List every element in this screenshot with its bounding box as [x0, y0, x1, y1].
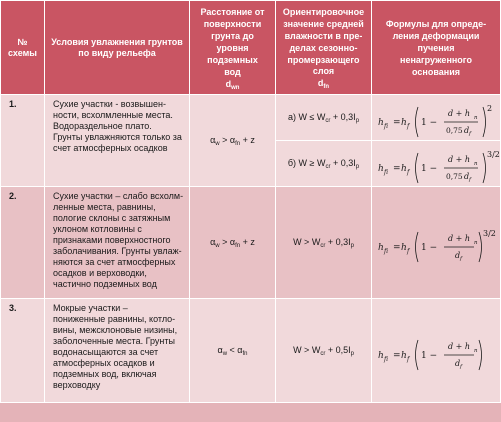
formula-lhs-sub: fi: [384, 247, 389, 255]
formula-graphic: [376, 97, 496, 139]
formula-numerator-sub: n: [474, 114, 478, 121]
formula-numerator-sub: n: [474, 347, 478, 354]
formula-rhs-sub: f: [407, 355, 410, 363]
formula-lhs: h: [378, 242, 384, 253]
moisture-value-a: а) $W \le W_{cr} + 0,3I_p$: [276, 95, 372, 141]
formula-lhs: h: [378, 163, 384, 174]
scheme-number: 1.: [1, 95, 45, 187]
formula-coefficient: 0,75: [446, 125, 463, 135]
formula: [372, 299, 501, 403]
formula-graphic: [376, 222, 496, 264]
formula-graphic: [376, 143, 500, 185]
header-formula: Формулы для опреде- ления деформации пучения ненагруженного основания: [372, 1, 501, 95]
conditions-text: Сухие участки - возвышен- ности, всхолмленные места. Водораздельное плато. Грунты увлажняются только за счет атмосферных осадков: [45, 95, 190, 187]
header-conditions: Условия увлажнения грунтов по виду рельефа: [45, 1, 190, 95]
formula-rhs: h: [401, 242, 407, 253]
formula-right-bracket: [483, 153, 486, 183]
table-row: [1, 299, 501, 403]
scheme-number: 2.: [1, 187, 45, 299]
scheme-number: 3.: [1, 299, 45, 403]
formula-b: [372, 141, 501, 187]
formula-lhs-sub: fi: [384, 168, 389, 176]
formula-exponent: 3/2: [483, 228, 496, 238]
formula-denominator-sub: f: [460, 255, 463, 262]
conditions-text: Сухие участки – слабо всхолм- ленные места, равнины, пологие склоны с затяжным уклоном котловины с признаками поверхностного заболачивания. Грунты увлаж- няются за счет атмосферных осадков и верховодки, частично подземных вод: [45, 187, 190, 299]
moisture-value: $W > W_{cr} + 0,3I_p$: [276, 187, 372, 299]
formula-right-bracket: [479, 340, 482, 370]
formula-one-minus: 1 −: [421, 242, 438, 253]
moisture-value-b: б) $W \ge W_{cr} + 0,3I_p$: [276, 141, 372, 187]
formula-left-bracket: [416, 153, 419, 183]
moisture-value: $W > W_{cr} + 0,5I_p$: [276, 299, 372, 403]
formula-graphic: [376, 330, 496, 372]
formula-eq: =: [393, 350, 401, 361]
formula-denominator: d: [464, 171, 470, 181]
formula-rhs: h: [401, 163, 407, 174]
formula-eq: =: [393, 163, 401, 174]
formula-numerator: d + h: [448, 341, 471, 351]
formula-eq: =: [393, 242, 401, 253]
header-row: [1, 1, 501, 95]
formula-denominator-sub: f: [460, 363, 463, 370]
formula-eq: =: [393, 117, 401, 128]
formula-numerator: d + h: [448, 154, 471, 164]
formula-one-minus: 1 −: [421, 350, 438, 361]
header-moisture: Ориентировочное значение средней влажности в пре- делах сезонно- промерзающего слоя $d_{fn}$: [276, 1, 372, 95]
formula-one-minus: 1 −: [421, 117, 438, 128]
header-scheme-number: № схемы: [1, 1, 45, 95]
table-row: [1, 95, 501, 141]
distance-condition: $\alpha_w < \alpha_{fn}$: [190, 299, 276, 403]
distance-condition: $\alpha_w > \alpha_{fn} + z$: [190, 95, 276, 187]
formula-coefficient: 0,75: [446, 171, 463, 181]
formula-denominator: d: [455, 358, 461, 368]
formula-denominator: d: [464, 125, 470, 135]
header-distance: Расстояние от поверхности грунта до уровня подземных вод $d_{wn}$: [190, 1, 276, 95]
formula-left-bracket: [416, 340, 419, 370]
formula-a: [372, 95, 501, 141]
conditions-text: Мокрые участки – пониженные равнины, котло- вины, межсклоновые низины, заболоченные места. Грунты водонасыщаются за счет атмосферных осадков и подземных вод, включая верховодку: [45, 299, 190, 403]
formula-lhs: h: [378, 117, 384, 128]
formula-rhs: h: [401, 117, 407, 128]
distance-condition: $\alpha_w > \alpha_{fn} + z$: [190, 187, 276, 299]
formula-left-bracket: [416, 107, 419, 137]
formula-one-minus: 1 −: [421, 163, 438, 174]
formula-denominator: d: [455, 250, 461, 260]
formula-numerator-sub: n: [474, 160, 478, 167]
formula-right-bracket: [483, 107, 486, 137]
formula-right-bracket: [479, 232, 482, 262]
formula-numerator: d + h: [448, 108, 471, 118]
formula-denominator-sub: f: [469, 176, 472, 183]
formula-lhs-sub: fi: [384, 122, 389, 130]
formula-lhs-sub: fi: [384, 355, 389, 363]
formula-numerator-sub: n: [474, 239, 478, 246]
formula-lhs: h: [378, 350, 384, 361]
formula: [372, 187, 501, 299]
formula-exponent: 3/2: [487, 149, 500, 159]
formula-left-bracket: [416, 232, 419, 262]
formula-rhs-sub: f: [407, 168, 410, 176]
bottom-band: [1, 403, 501, 422]
formula-numerator: d + h: [448, 233, 471, 243]
formula-rhs-sub: f: [407, 122, 410, 130]
formula-exponent: 2: [487, 103, 493, 113]
formula-rhs-sub: f: [407, 247, 410, 255]
formula-denominator-sub: f: [469, 130, 472, 137]
formula-rhs: h: [401, 350, 407, 361]
table-row: [1, 187, 501, 299]
